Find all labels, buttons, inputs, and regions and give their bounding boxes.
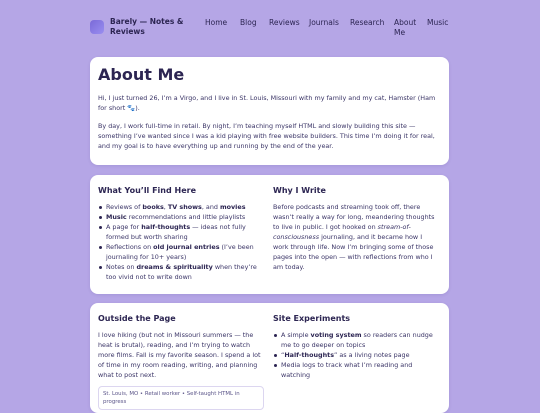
outside-and-experiments-card	[90, 303, 449, 413]
list-item: “Half-thoughts” as a living notes page	[281, 350, 439, 360]
main-nav	[0, 18, 540, 48]
list-item: Music recommendations and little playlists	[106, 212, 264, 222]
list-item: A page for half-thoughts — ideas not fully formed but worth sharing	[106, 222, 264, 242]
about-work-paragraph: By day, I work full-time in retail. By night, I’m teaching myself HTML and slowly building this site — something I’ve wanted since I was a kid playing with free website builders. This time I’m doing it for real, and my goal is to have everything up and running by the end of the year.	[98, 122, 435, 150]
why-paragraph: Before podcasts and streaming took off, there wasn’t really a way for long, meandering thoughts to live in public. I got hooked on stream-of-consciousness journaling, and it became how I work through life. Now I’m bringing some of those pages into the open — with reflections from who I am today.	[273, 203, 435, 271]
nav-music-link[interactable]: Music	[427, 18, 449, 27]
page-title: About Me	[98, 65, 185, 84]
site-header	[0, 0, 540, 52]
experiments-list	[273, 330, 439, 380]
find-and-why-card	[90, 175, 449, 294]
nav-blog-link[interactable]: Blog	[240, 18, 257, 27]
nav-journals-link[interactable]: Journals	[309, 18, 339, 27]
experiments-heading: Site Experiments	[273, 314, 351, 323]
list-item: Reviews of books, TV shows, and movies	[106, 202, 264, 212]
outside-paragraph: I love hiking (but not in Missouri summers — the heat is brutal), reading, and I’m trying to watch more films. Fall is my favorite season. I spend a lot of time in my room reading, writing, and planning what to post next.	[98, 331, 261, 379]
find-list	[98, 202, 264, 282]
list-item: Reflections on old journal entries (I’ve been journaling for 10+ years)	[106, 242, 264, 262]
find-section	[98, 185, 264, 282]
nav-about-link[interactable]: About Me	[394, 18, 417, 37]
why-section	[273, 185, 439, 272]
find-heading: What You’ll Find Here	[98, 186, 196, 195]
nav-research-link[interactable]: Research	[350, 18, 385, 27]
nav-reviews-link[interactable]: Reviews	[269, 18, 300, 27]
list-item: Media logs to track what I’m reading and watching	[281, 360, 439, 380]
about-intro-paragraph: Hi, I just turned 26, I’m a Virgo, and I live in St. Louis, Missouri with my family and my cat, Hamster (Ham for short 🐾).	[98, 94, 436, 112]
nav-home-link[interactable]: Home	[205, 18, 228, 27]
about-card	[90, 57, 449, 165]
list-item: A simple voting system so readers can nudge me to go deeper on topics	[281, 330, 439, 350]
why-heading: Why I Write	[273, 186, 326, 195]
list-item: Notes on dreams & spirituality when they’re too vivid not to write down	[106, 262, 264, 282]
status-badge: St. Louis, MO • Retail worker • Self-taught HTML in progress	[98, 386, 264, 410]
experiments-section	[273, 313, 439, 380]
outside-section	[98, 313, 264, 410]
site-brand[interactable]: Barely — Notes & Reviews	[110, 17, 184, 36]
outside-heading: Outside the Page	[98, 314, 176, 323]
